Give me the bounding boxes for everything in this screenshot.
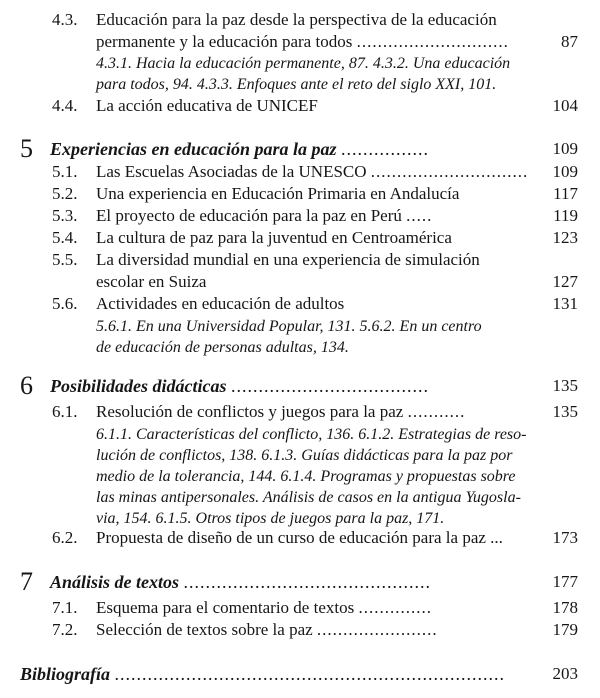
entry-title: Una experiencia en Educación Primaria en Andalucía: [96, 184, 460, 203]
entry-number: 5.2.: [52, 184, 78, 203]
dot-leader: ...: [490, 528, 503, 547]
entry-page: 135: [552, 402, 578, 421]
entry-title: La acción educativa de UNICEF: [96, 96, 318, 115]
entry-page: 127: [552, 272, 578, 291]
dot-leader: .......................................................................: [114, 664, 506, 684]
entry-title: La diversidad mundial en una experiencia de simulación: [96, 250, 480, 269]
dot-leader: ..............: [358, 598, 432, 617]
dot-leader: ....................................: [230, 376, 429, 396]
entry-page: 109: [552, 162, 578, 181]
entry-title: Las Escuelas Asociadas de la UNESCO: [96, 162, 367, 181]
entry-title: Esquema para el comentario de textos: [96, 598, 355, 617]
entry-title: permanente y la educación para todos: [96, 32, 353, 51]
bibliography-page: 203: [552, 664, 578, 683]
entry-page: 123: [552, 228, 578, 247]
entry-page: 131: [552, 294, 578, 313]
chapter-title: Experiencias en educación para la paz: [50, 139, 337, 159]
entry-title: Selección de textos sobre la paz: [96, 620, 313, 639]
chapter-page: 109: [552, 139, 578, 158]
subentries: 4.3.1. Hacia la educación permanente, 87. 4.3.2. Una educación para todos, 94. 4.3.3. Enfoques ante el reto del siglo XXI, 101.: [96, 55, 511, 93]
entry-title: Resolución de conflictos y juegos para la paz: [96, 402, 404, 421]
entry-page: 104: [552, 96, 578, 115]
dot-leader: ................: [341, 139, 429, 159]
dot-leader: .............................................: [183, 572, 432, 592]
dot-leader: .............................: [356, 32, 509, 51]
dot-leader: .......................: [316, 620, 438, 639]
entry-number: 5.5.: [52, 250, 78, 269]
entry-number: 4.4.: [52, 96, 78, 115]
entry-page: 119: [553, 206, 578, 225]
chapter-heading: [0, 370, 600, 400]
chapter-title: Análisis de textos: [50, 572, 180, 592]
chapter-number: 5: [20, 134, 33, 163]
entry-page: 173: [552, 528, 578, 547]
entry-page: 178: [552, 598, 578, 617]
dot-leader: ..............................: [370, 162, 529, 181]
entry-number: 5.6.: [52, 294, 78, 313]
bibliography-entry: [0, 664, 600, 690]
entry-number: 5.3.: [52, 206, 78, 225]
entry-page: 117: [553, 184, 578, 203]
entry-page: 87: [561, 32, 578, 51]
subentries: 6.1.1. Características del conflicto, 136. 6.1.2. Estrategias de reso- lución de conflictos, 138. 6.1.3. Guías didácticas para la paz por medio de la tolerancia, 144. 6.1.4. Programas y propuestas sobre las minas antipersonales. Análisis de casos en la antigua Yugosla- via, 154. 6.1.5. Otros tipos de juegos para la paz, 171.: [96, 426, 527, 527]
entry-title: escolar en Suiza: [96, 272, 207, 291]
chapter-number: 7: [20, 567, 33, 596]
entry-title: Actividades en educación de adultos: [96, 294, 345, 313]
entry-title: Educación para la paz desde la perspectiva de la educación: [96, 10, 497, 29]
dot-leader: .....: [406, 206, 433, 225]
entry-title: La cultura de paz para la juventud en Centroamérica: [96, 228, 452, 247]
entry-number: 5.1.: [52, 162, 78, 181]
chapter-number: 6: [20, 371, 33, 400]
entry-number: 7.1.: [52, 598, 78, 617]
subentries: 5.6.1. En una Universidad Popular, 131. 5.6.2. En un centro de educación de personas adultas, 134.: [96, 318, 482, 356]
dot-leader: ...........: [407, 402, 466, 421]
entry-page: 179: [552, 620, 578, 639]
chapter-page: 177: [552, 572, 578, 591]
chapter-heading: [0, 566, 600, 596]
entry-title: El proyecto de educación para la paz en Perú: [96, 206, 402, 225]
entry-number: 5.4.: [52, 228, 78, 247]
chapter-title: Posibilidades didácticas: [50, 376, 227, 396]
chapter-heading: [0, 133, 600, 163]
entry-number: 4.3.: [52, 10, 78, 29]
chapter-page: 135: [552, 376, 578, 395]
entry-number: 6.2.: [52, 528, 78, 547]
entry-number: 7.2.: [52, 620, 78, 639]
bibliography-title: Bibliografía: [20, 664, 111, 684]
entry-number: 6.1.: [52, 402, 78, 421]
entry-title: Propuesta de diseño de un curso de educación para la paz: [96, 528, 486, 547]
